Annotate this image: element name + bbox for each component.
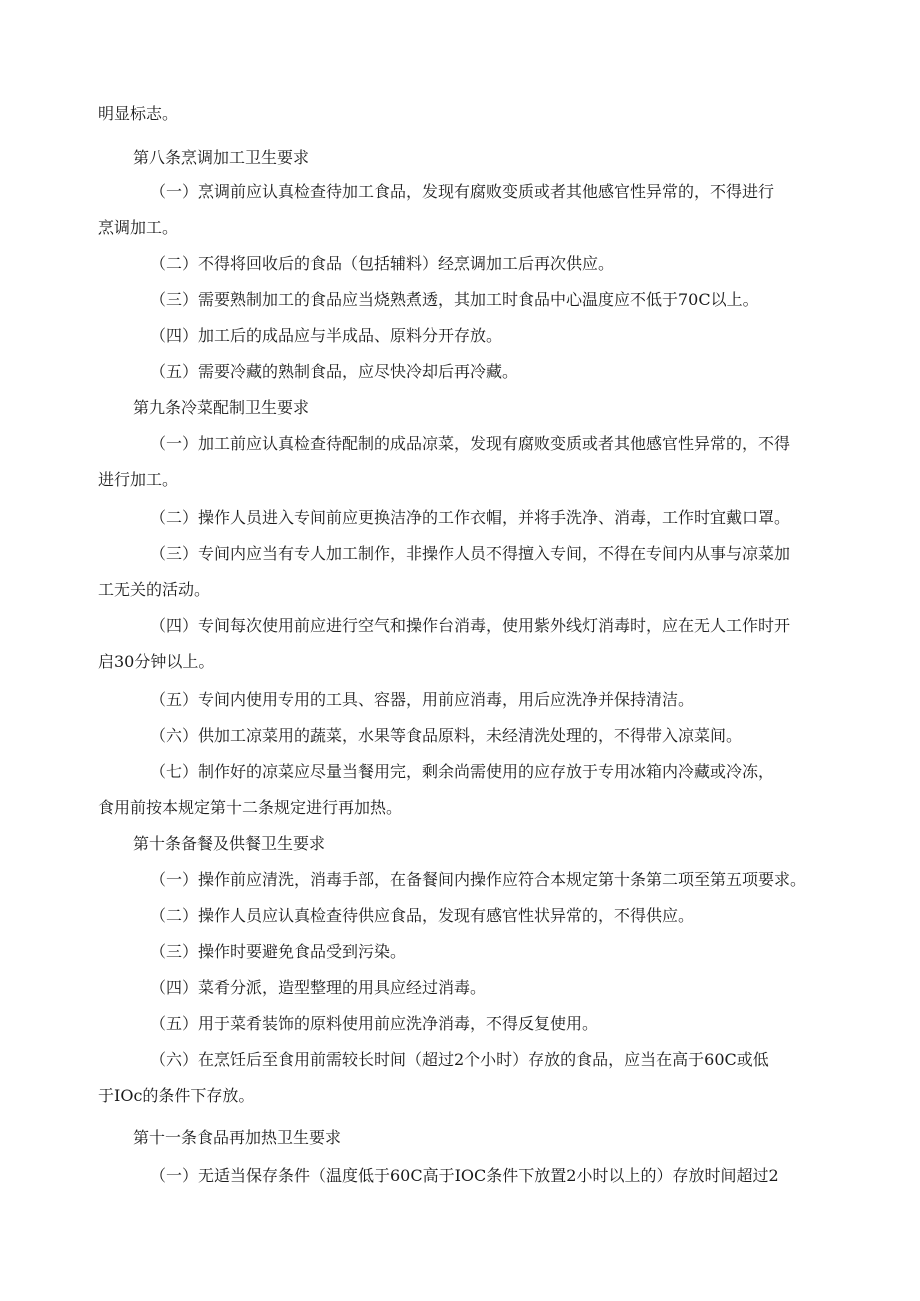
text-line: 明显标志。 <box>98 104 179 123</box>
text-line: （一）无适当保存条件（温度低于60C高于IOC条件下放置2小时以上的）存放时间超过2 <box>150 1166 779 1185</box>
text-line: （二）不得将回收后的食品（包括辅料）经烹调加工后再次供应。 <box>150 254 615 273</box>
text-line: 启30分钟以上。 <box>98 652 215 671</box>
article-8-item-2 <box>150 246 880 282</box>
text-line: （四）菜肴分派，造型整理的用具应经过消毒。 <box>150 978 487 997</box>
article-9-heading <box>133 390 863 426</box>
text-line: （三）需要熟制加工的食品应当烧熟煮透，其加工时食品中心温度应不低于70C以上。 <box>150 290 759 309</box>
text-line: （二）操作人员进入专间前应更换洁净的工作衣帽，并将手洗净、消毒，工作时宜戴口罩。 <box>150 508 791 527</box>
text-line: 烹调加工。 <box>98 218 179 237</box>
article-9-item-6 <box>150 718 880 754</box>
article-10-item-1 <box>150 862 880 898</box>
text-line: （五）专间内使用专用的工具、容器，用前应消毒，用后应洗净并保持清洁。 <box>150 690 695 709</box>
article-10-item-2 <box>150 898 880 934</box>
text-line: （四）加工后的成品应与半成品、原料分开存放。 <box>150 326 503 345</box>
text-line: （五）用于菜肴装饰的原料使用前应洗净消毒，不得反复使用。 <box>150 1014 599 1033</box>
text-line: （三）操作时要避免食品受到污染。 <box>150 942 407 961</box>
section-heading: 第十一条食品再加热卫生要求 <box>133 1128 342 1147</box>
text-line: （六）在烹饪后至食用前需较长时间（超过2个小时）存放的食品，应当在高于60C或低 <box>150 1050 769 1069</box>
text-line: 食用前按本规定第十二条规定进行再加热。 <box>98 798 403 817</box>
text-line: （一）烹调前应认真检查待加工食品，发现有腐败变质或者其他感官性异常的，不得进行 <box>150 182 775 201</box>
article-10-heading <box>133 826 863 862</box>
text-line: 工无关的活动。 <box>98 580 211 599</box>
article-8-item-5 <box>150 354 880 390</box>
section-heading: 第九条冷菜配制卫生要求 <box>133 398 310 417</box>
article-10-item-5 <box>150 1006 880 1042</box>
article-10-item-6 <box>98 1042 880 1114</box>
article-9-item-4 <box>98 608 880 680</box>
article-11-heading <box>133 1120 863 1156</box>
article-9-item-5 <box>150 682 880 718</box>
article-8-item-1 <box>98 174 880 246</box>
text-line: 于IOc的条件下存放。 <box>98 1086 255 1105</box>
article-9-item-3 <box>98 536 880 608</box>
text-line: （四）专间每次使用前应进行空气和操作台消毒，使用紫外线灯消毒时，应在无人工作时开 <box>150 616 791 635</box>
article-8-item-4 <box>150 318 880 354</box>
text-line: （六）供加工凉菜用的蔬菜，水果等食品原料，未经清洗处理的，不得带入凉菜间。 <box>150 726 743 745</box>
text-line: （三）专间内应当有专人加工制作，非操作人员不得擅入专间，不得在专间内从事与凉菜加 <box>150 544 791 563</box>
text-line: 进行加工。 <box>98 470 179 489</box>
section-heading: 第十条备餐及供餐卫生要求 <box>133 834 326 853</box>
article-9-item-2 <box>150 500 880 536</box>
article-9-item-1 <box>98 426 880 498</box>
paragraph-continuation <box>98 96 828 132</box>
article-9-item-7 <box>98 754 880 826</box>
text-line: （一）加工前应认真检查待配制的成品凉菜，发现有腐败变质或者其他感官性异常的，不得 <box>150 434 791 453</box>
article-8-item-3 <box>150 282 880 318</box>
article-10-item-4 <box>150 970 880 1006</box>
text-line: （二）操作人员应认真检查待供应食品，发现有感官性状异常的，不得供应。 <box>150 906 695 925</box>
text-line: （五）需要冷藏的熟制食品，应尽快冷却后再冷藏。 <box>150 362 519 381</box>
section-heading: 第八条烹调加工卫生要求 <box>133 148 310 167</box>
article-11-item-1 <box>150 1158 880 1194</box>
article-10-item-3 <box>150 934 880 970</box>
text-line: （七）制作好的凉菜应尽量当餐用完，剩余尚需使用的应存放于专用冰箱内冷藏或冷冻， <box>150 762 775 781</box>
text-line: （一）操作前应清洗，消毒手部，在备餐间内操作应符合本规定第十条第二项至第五项要求。 <box>150 870 807 889</box>
article-8-heading <box>133 140 863 176</box>
